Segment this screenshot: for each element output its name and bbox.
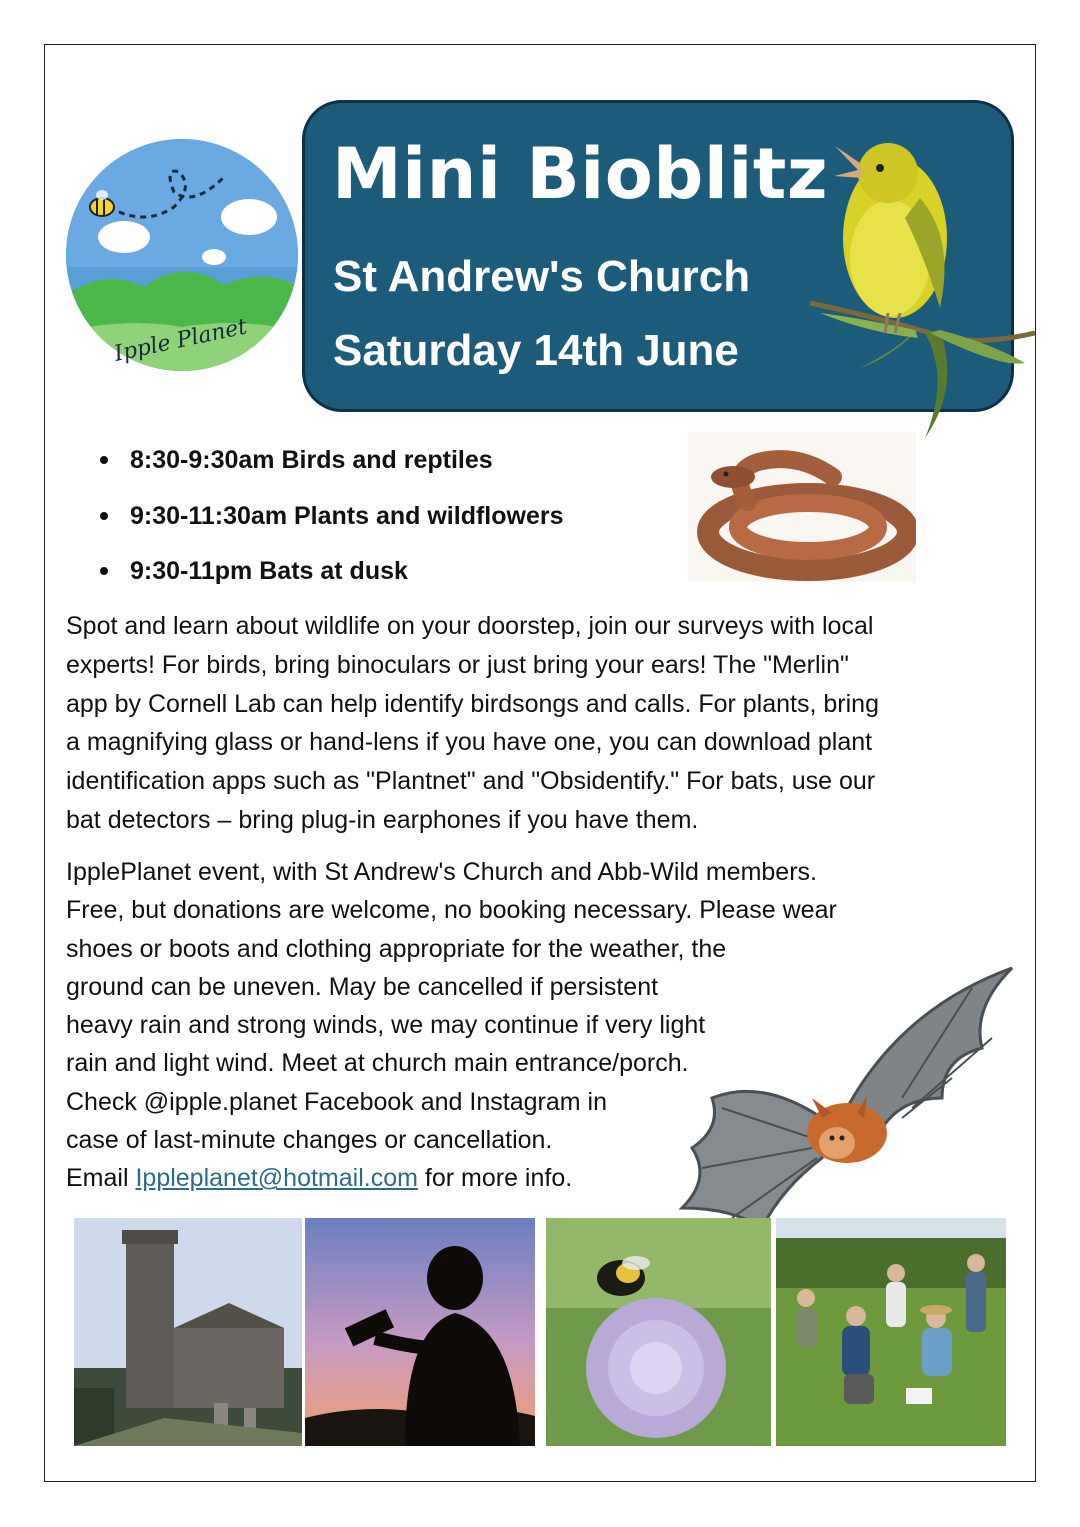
schedule-list [90, 440, 564, 607]
description-paragraph: Spot and learn about wildlife on your doorstep, join our surveys with local experts! For birds, bring binoculars or just bring your ears! The "Merlin" app by Cornell Lab can help identify birdsongs and calls. For plants, bring a magnifying glass or hand-lens if you have one, you can download plant identification apps such as "Plantnet" and "Obsidentify." For bats, use our bat detectors – bring plug-in earphones if you have them. [66, 612, 879, 834]
group-survey-photo [776, 1218, 1006, 1446]
bat-icon [672, 948, 1022, 1238]
info-paragraph: IpplePlanet event, with St Andrew's Church and Abb-Wild members. Free, but donations are welcome, no booking necessary. Please wear shoes or boots and clothing appropriate for the weather, the ground can be uneven. May be cancelled if persistent heavy rain and strong winds, we may continue if very light rain and light wind. Meet at church main entrance/porch. Check @ipple.planet Facebook and Instagram in case of last-minute changes or cancellation. Email Ippleplanet@hotmail.com for more info. [66, 853, 1026, 1198]
logo-text: Ipple Planet [112, 314, 250, 367]
page-title: Mini Bioblitz [332, 133, 829, 215]
bee-on-flower-photo [546, 1218, 771, 1446]
email-line: Email Ippleplanet@hotmail.com for more info. [66, 1164, 573, 1193]
email-link[interactable]: Ippleplanet@hotmail.com [135, 1164, 418, 1193]
event-location: St Andrew's Church [333, 252, 751, 301]
silhouette-reading-photo [305, 1218, 535, 1446]
list-item: 9:30-11:30am Plants and wildflowers [90, 496, 564, 552]
ipple-planet-logo [64, 137, 300, 373]
yellow-bird-icon [800, 118, 1040, 448]
event-date: Saturday 14th June [333, 326, 739, 375]
church-tower-photo [74, 1218, 302, 1446]
list-item: 8:30-9:30am Birds and reptiles [90, 440, 564, 496]
list-item: 9:30-11pm Bats at dusk [90, 551, 564, 607]
slow-worm-icon [688, 432, 916, 582]
